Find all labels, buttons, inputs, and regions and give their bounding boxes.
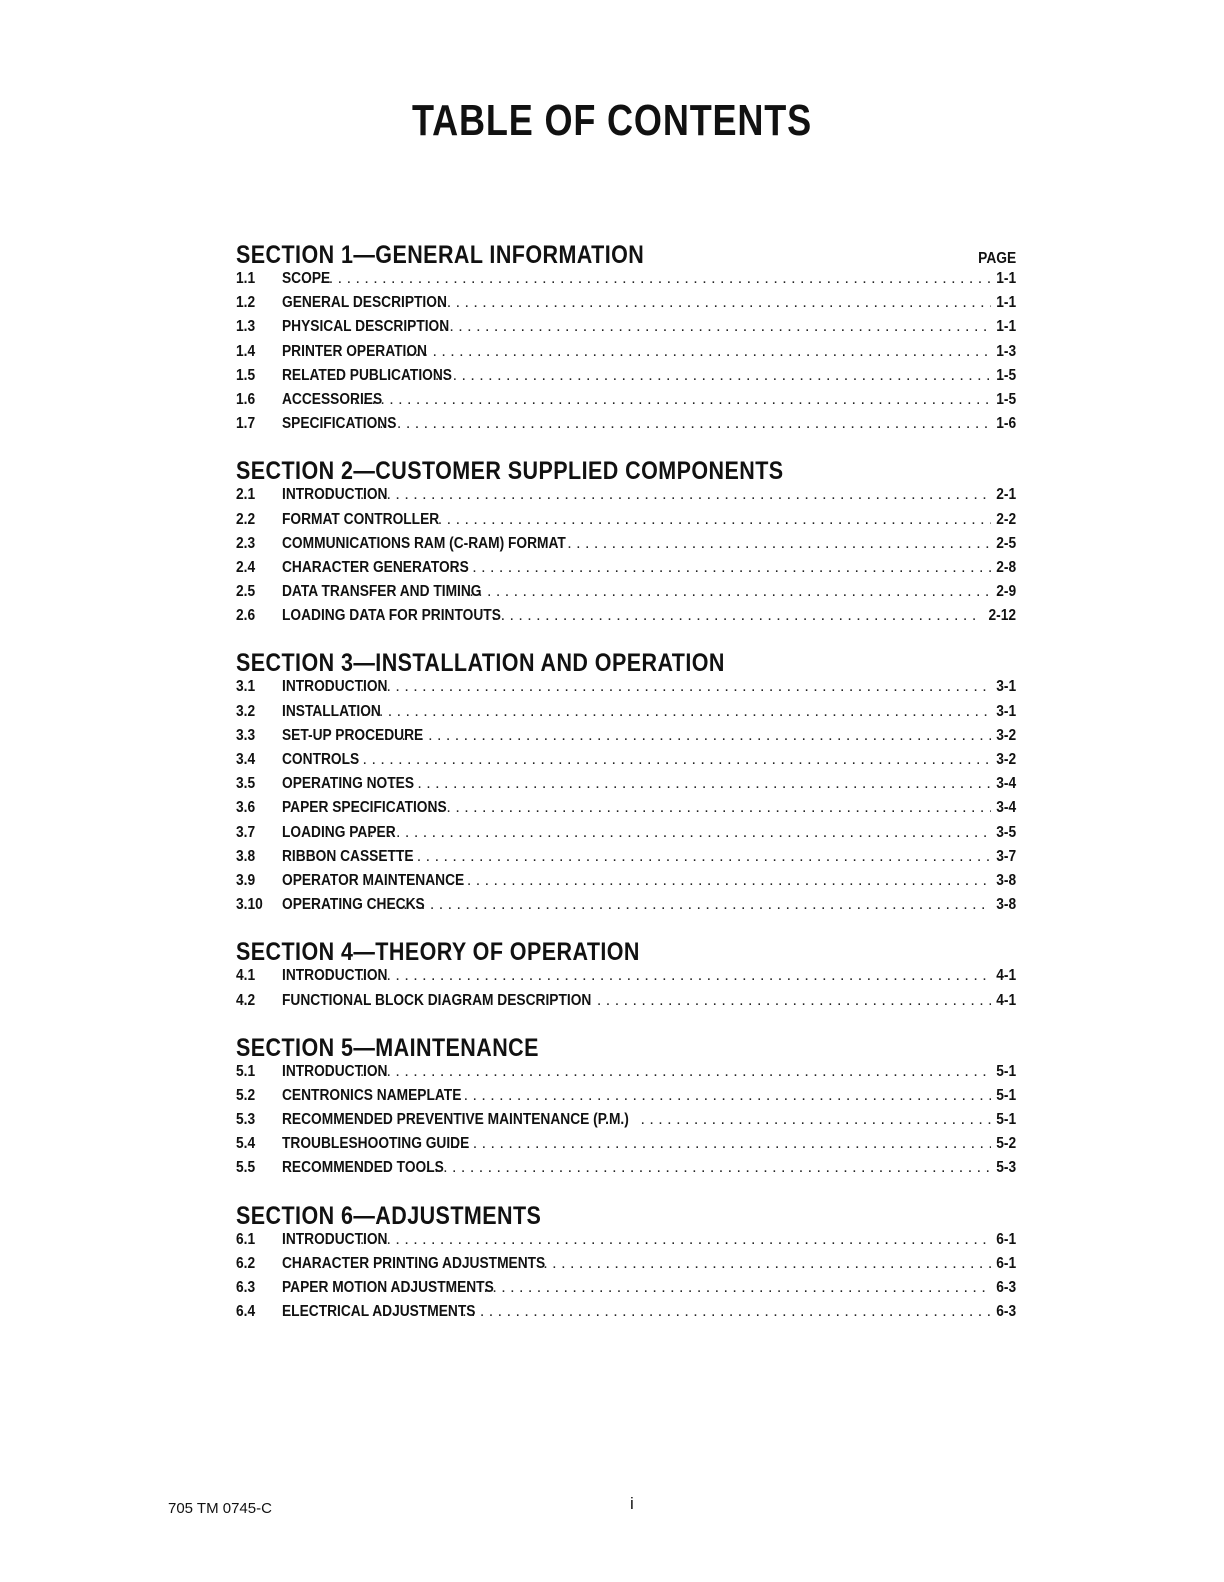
dot-leader <box>435 367 991 385</box>
toc-section <box>236 1197 1016 1328</box>
entry-label: COMMUNICATIONS RAM (C-RAM) FORMAT <box>282 534 566 552</box>
entry-page: 2-9 <box>996 583 1016 601</box>
entry-label: SCOPE <box>282 270 331 287</box>
dot-leader <box>360 967 991 985</box>
toc-section <box>236 236 1016 439</box>
dot-leader <box>432 318 991 336</box>
entry-label: PAPER MOTION ADJUSTMENTS <box>282 1279 494 1296</box>
entry-label: RIBBON CASSETTE <box>282 847 414 865</box>
dot-leader <box>360 1063 991 1081</box>
entry-page: 3-4 <box>996 775 1016 793</box>
entry-page: 1-5 <box>996 366 1016 384</box>
entry-page: 1-3 <box>996 342 1016 360</box>
dot-leader <box>327 751 991 769</box>
entry-page: 2-5 <box>996 534 1016 552</box>
section-title: SECTION 5—MAINTENANCE <box>236 1033 539 1062</box>
entry-label: PRINTER OPERATION <box>282 342 428 360</box>
entry-number: 3.2 <box>236 702 256 720</box>
entry-page: 3-1 <box>996 678 1016 696</box>
toc-entry[interactable] <box>236 415 1016 439</box>
entry-page: 1-1 <box>996 294 1016 312</box>
entry-label: INTRODUCTION <box>282 1062 388 1080</box>
entry-number: 2.3 <box>236 534 256 552</box>
entry-number: 2.5 <box>236 583 256 601</box>
toc-entry[interactable] <box>236 1063 1016 1087</box>
dot-leader <box>354 391 991 409</box>
section-title: SECTION 6—ADJUSTMENTS <box>236 1201 542 1230</box>
dot-leader <box>449 872 991 890</box>
toc-entry[interactable] <box>236 1303 1016 1327</box>
dot-leader <box>360 1231 991 1249</box>
entry-page: 3-4 <box>996 799 1016 817</box>
dot-leader <box>370 415 991 433</box>
entry-number: 3.7 <box>236 823 256 841</box>
document-number: 705 TM 0745-C <box>168 1500 272 1517</box>
section-title: SECTION 1—GENERAL INFORMATION <box>236 241 645 269</box>
toc-entry[interactable] <box>236 848 1016 872</box>
entry-label: SET-UP PROCEDURE <box>282 726 424 744</box>
dot-leader <box>293 270 991 288</box>
entry-page: 2-1 <box>996 486 1016 504</box>
entry-page: 1-5 <box>996 390 1016 408</box>
toc-entry[interactable] <box>236 799 1016 823</box>
entry-label: LOADING DATA FOR PRINTOUTS <box>282 607 501 625</box>
dot-leader <box>462 1303 991 1321</box>
dot-leader <box>429 294 991 312</box>
entry-number: 6.2 <box>236 1254 256 1272</box>
entry-label: CHARACTER PRINTING ADJUSTMENTS <box>282 1254 546 1272</box>
section-title: SECTION 4—THEORY OF OPERATION <box>236 938 640 967</box>
entry-label: INTRODUCTION <box>282 1230 388 1248</box>
page-title: TABLE OF CONTENTS <box>411 96 813 145</box>
toc-entry[interactable] <box>236 1111 1016 1135</box>
entry-page: 2-2 <box>996 510 1016 528</box>
entry-label: OPERATING NOTES <box>282 775 415 793</box>
entry-page: 3-8 <box>996 871 1016 889</box>
toc-entry[interactable] <box>236 896 1016 920</box>
entry-label: LOADING PAPER <box>282 823 396 841</box>
dot-leader <box>420 511 991 529</box>
toc-entry[interactable] <box>236 1255 1016 1279</box>
dot-leader <box>390 848 991 866</box>
dot-leader <box>391 775 991 793</box>
entry-number: 3.1 <box>236 678 256 696</box>
entry-number: 3.10 <box>236 896 263 914</box>
entry-label: RECOMMENDED PREVENTIVE MAINTENANCE (P.M.) <box>282 1111 629 1129</box>
entry-page: 5-1 <box>996 1086 1016 1104</box>
entry-label: TROUBLESHOOTING GUIDE <box>282 1135 470 1153</box>
section-title: SECTION 2—CUSTOMER SUPPLIED COMPONENTS <box>236 457 784 486</box>
entry-number: 1.2 <box>236 294 256 312</box>
toc-entry[interactable] <box>236 1087 1016 1111</box>
entry-label: INTRODUCTION <box>282 678 388 696</box>
toc-entry[interactable] <box>236 824 1016 848</box>
entry-number: 5.5 <box>236 1159 256 1177</box>
entry-label: PHYSICAL DESCRIPTION <box>282 318 450 336</box>
entry-label: FORMAT CONTROLLER <box>282 510 440 528</box>
entry-label: INSTALLATION <box>282 702 381 720</box>
toc-entry[interactable] <box>236 535 1016 559</box>
entry-label: INTRODUCTION <box>282 486 388 504</box>
toc-entry[interactable] <box>236 872 1016 896</box>
page-number: i <box>630 1494 634 1513</box>
toc-entry[interactable] <box>236 270 1016 294</box>
entry-number: 6.3 <box>236 1279 256 1296</box>
toc-entry[interactable] <box>236 967 1016 991</box>
entry-number: 1.5 <box>236 366 256 384</box>
entry-number: 5.2 <box>236 1086 256 1104</box>
entry-label: CHARACTER GENERATORS <box>282 558 469 576</box>
entry-page: 4-1 <box>996 991 1016 1009</box>
entry-page: 1-1 <box>996 270 1016 287</box>
entry-page: 3-2 <box>996 726 1016 744</box>
dot-leader <box>369 824 991 842</box>
entry-page: 3-2 <box>996 751 1016 768</box>
entry-number: 2.1 <box>236 486 256 504</box>
dot-leader <box>429 799 991 817</box>
entry-number: 5.1 <box>236 1062 256 1080</box>
entry-label: PAPER SPECIFICATIONS <box>282 799 447 817</box>
entry-page: 5-2 <box>996 1135 1016 1153</box>
section-heading <box>236 933 1016 967</box>
toc-entry[interactable] <box>236 992 1016 1016</box>
entry-number: 4.2 <box>236 991 256 1009</box>
dot-leader <box>567 535 991 553</box>
table-of-contents <box>236 236 1016 1340</box>
entry-page: 3-1 <box>996 702 1016 720</box>
toc-entry[interactable] <box>236 1231 1016 1255</box>
dot-leader <box>543 1255 991 1273</box>
entry-label: CONTROLS <box>282 751 360 768</box>
entry-number: 1.1 <box>236 270 256 287</box>
toc-entry[interactable] <box>236 391 1016 415</box>
entry-page: 5-1 <box>996 1111 1016 1129</box>
entry-label: OPERATING CHECKS <box>282 896 425 914</box>
entry-number: 3.3 <box>236 726 256 744</box>
entry-label: DATA TRANSFER AND TIMING <box>282 583 482 601</box>
entry-label: RECOMMENDED TOOLS <box>282 1159 444 1177</box>
entry-label: OPERATOR MAINTENANCE <box>282 871 465 889</box>
entry-label: ELECTRICAL ADJUSTMENTS <box>282 1303 476 1321</box>
entry-label: FUNCTIONAL BLOCK DIAGRAM DESCRIPTION <box>282 991 592 1009</box>
dot-leader <box>360 678 991 696</box>
entry-page: 1-1 <box>996 318 1016 336</box>
entry-page: 3-5 <box>996 823 1016 841</box>
toc-entry[interactable] <box>236 318 1016 342</box>
toc-entry[interactable] <box>236 1135 1016 1159</box>
entry-number: 3.6 <box>236 799 256 817</box>
toc-entry[interactable] <box>236 703 1016 727</box>
section-heading <box>236 644 1016 678</box>
toc-section <box>236 933 1016 1015</box>
entry-page: 2-8 <box>996 558 1016 576</box>
entry-number: 1.6 <box>236 390 256 408</box>
entry-page: 6-3 <box>996 1279 1016 1296</box>
entry-page: 3-8 <box>996 896 1016 914</box>
entry-number: 2.2 <box>236 510 256 528</box>
toc-entry[interactable] <box>236 583 1016 607</box>
entry-number: 4.1 <box>236 967 256 985</box>
entry-page: 1-6 <box>996 415 1016 433</box>
toc-section <box>236 644 1016 920</box>
toc-entry[interactable] <box>236 607 1016 631</box>
entry-label: CENTRONICS NAMEPLATE <box>282 1086 462 1104</box>
entry-page: 6-1 <box>996 1230 1016 1248</box>
entry-page: 5-3 <box>996 1159 1016 1177</box>
entry-page: 2-12 <box>988 607 1016 625</box>
toc-entry[interactable] <box>236 1279 1016 1303</box>
toc-entry[interactable] <box>236 678 1016 702</box>
entry-number: 3.5 <box>236 775 256 793</box>
entry-page: 3-7 <box>996 847 1016 865</box>
toc-entry[interactable] <box>236 367 1016 391</box>
section-title: SECTION 3—INSTALLATION AND OPERATION <box>236 649 725 678</box>
dot-leader <box>401 727 990 745</box>
entry-label: GENERAL DESCRIPTION <box>282 294 447 312</box>
dot-leader <box>483 1279 990 1297</box>
entry-number: 6.1 <box>236 1230 256 1248</box>
toc-entry[interactable] <box>236 559 1016 583</box>
entry-label: SPECIFICATIONS <box>282 415 397 433</box>
entry-page: 6-3 <box>996 1303 1016 1321</box>
toc-section <box>236 1029 1016 1184</box>
toc-entry[interactable] <box>236 294 1016 318</box>
section-heading <box>236 1029 1016 1063</box>
entry-number: 2.6 <box>236 607 256 625</box>
entry-page: 6-1 <box>996 1254 1016 1272</box>
entry-number: 5.3 <box>236 1111 256 1129</box>
toc-entry[interactable] <box>236 751 1016 775</box>
entry-number: 3.8 <box>236 847 256 865</box>
dot-leader <box>455 1135 991 1153</box>
entry-number: 5.4 <box>236 1135 256 1153</box>
dot-leader <box>597 992 991 1010</box>
entry-number: 1.7 <box>236 415 256 433</box>
dot-leader <box>454 559 990 577</box>
dot-leader <box>446 1087 991 1105</box>
entry-number: 2.4 <box>236 558 256 576</box>
dot-leader <box>492 607 982 625</box>
entry-number: 3.4 <box>236 751 256 768</box>
dot-leader <box>469 583 991 601</box>
toc-entry[interactable] <box>236 343 1016 367</box>
toc-entry[interactable] <box>236 511 1016 535</box>
toc-entry[interactable] <box>236 486 1016 510</box>
entry-number: 6.4 <box>236 1303 256 1321</box>
dot-leader <box>641 1111 991 1129</box>
dot-leader <box>406 343 991 361</box>
entry-number: 3.9 <box>236 871 256 889</box>
entry-number: 1.3 <box>236 318 256 336</box>
entry-label: ACCESSORIES <box>282 390 383 408</box>
dot-leader <box>403 896 991 914</box>
entry-number: 1.4 <box>236 342 256 360</box>
toc-entry[interactable] <box>236 1159 1016 1183</box>
dot-leader <box>425 1159 991 1177</box>
entry-label: INTRODUCTION <box>282 967 388 985</box>
dot-leader <box>352 703 991 721</box>
entry-page: 5-1 <box>996 1062 1016 1080</box>
section-heading <box>236 1197 1016 1231</box>
toc-section <box>236 452 1016 631</box>
dot-leader <box>360 486 991 504</box>
entry-label: RELATED PUBLICATIONS <box>282 366 452 384</box>
section-heading <box>236 236 1016 270</box>
section-heading <box>236 452 1016 486</box>
page-column-label: PAGE <box>978 250 1016 267</box>
toc-entry[interactable] <box>236 727 1016 751</box>
entry-page: 4-1 <box>996 967 1016 985</box>
toc-entry[interactable] <box>236 775 1016 799</box>
